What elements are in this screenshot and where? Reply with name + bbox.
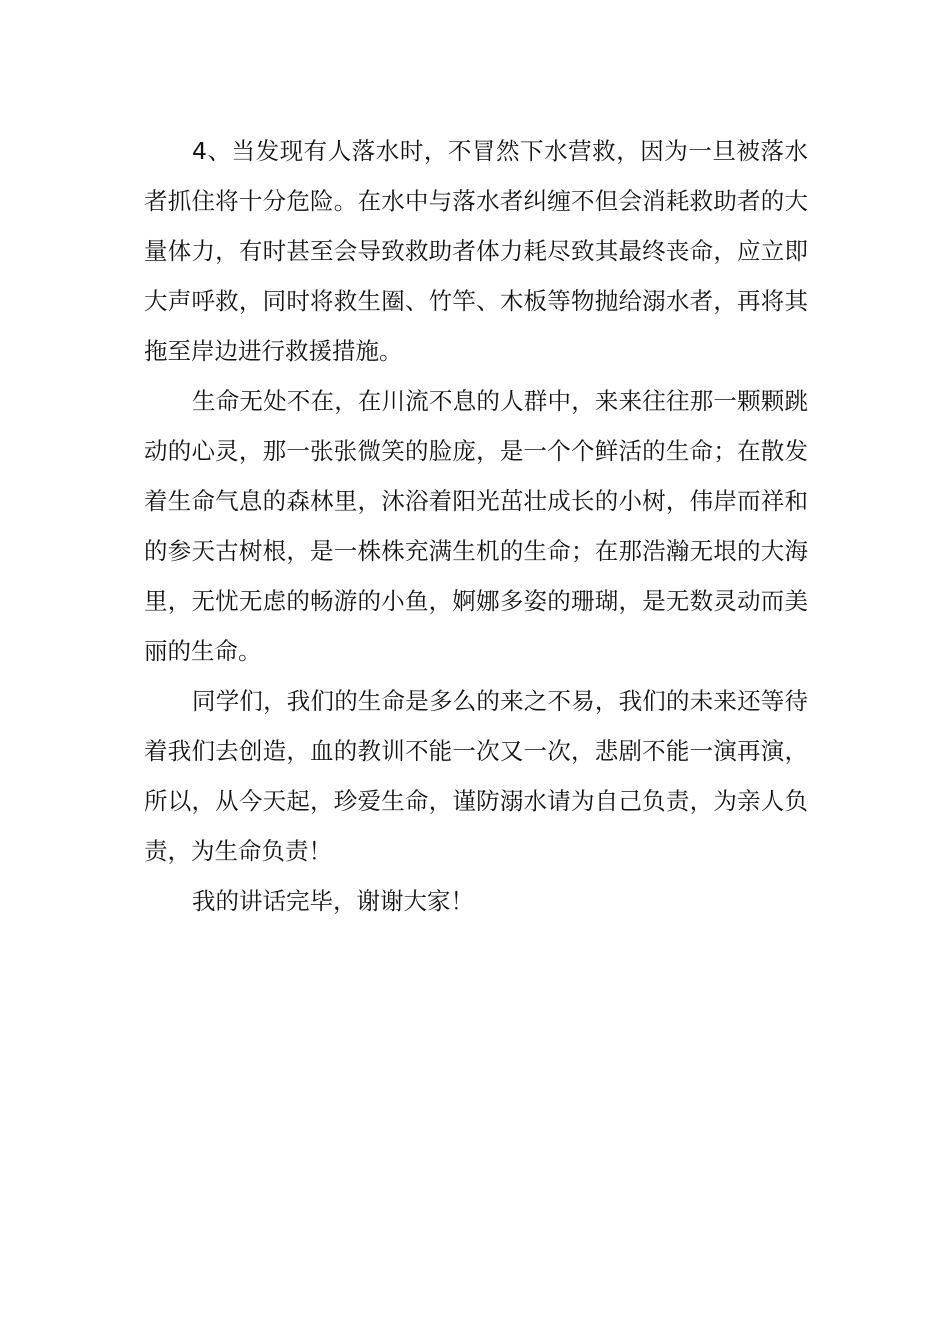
paragraph-classmates-appeal: 同学们，我们的生命是多么的来之不易，我们的未来还等待着我们去创造，血的教训不能一次又一次，悲剧不能一演再演，所以，从今天起，珍爱生命，谨防溺水请为自己负责，为亲人负责，为生命负责！ xyxy=(144,687,808,865)
document-body xyxy=(144,126,808,926)
paragraph-life-everywhere: 生命无处不在，在川流不息的人群中，来来往往那一颗颗跳动的心灵，那一张张微笑的脸庞，是一个个鲜活的生命；在散发着生命气息的森林里，沐浴着阳光茁壮成长的小树，伟岸而祥和的参天古树根，是一株株充满生机的生命；在那浩瀚无垠的大海里，无忧无虑的畅游的小鱼，婀娜多姿的珊瑚，是无数灵动而美丽的生命。 xyxy=(144,387,808,665)
paragraph-rescue-advice: 4、当发现有人落水时，不冒然下水营救，因为一旦被落水者抓住将十分危险。在水中与落水者纠缠不但会消耗救助者的大量体力，有时甚至会导致救助者体力耗尽致其最终丧命，应立即大声呼救，同时将救生圈、竹竿、木板等物抛给溺水者，再将其拖至岸边进行救援措施。 xyxy=(144,137,808,365)
paragraph-closing: 我的讲话完毕，谢谢大家！ xyxy=(192,887,474,915)
